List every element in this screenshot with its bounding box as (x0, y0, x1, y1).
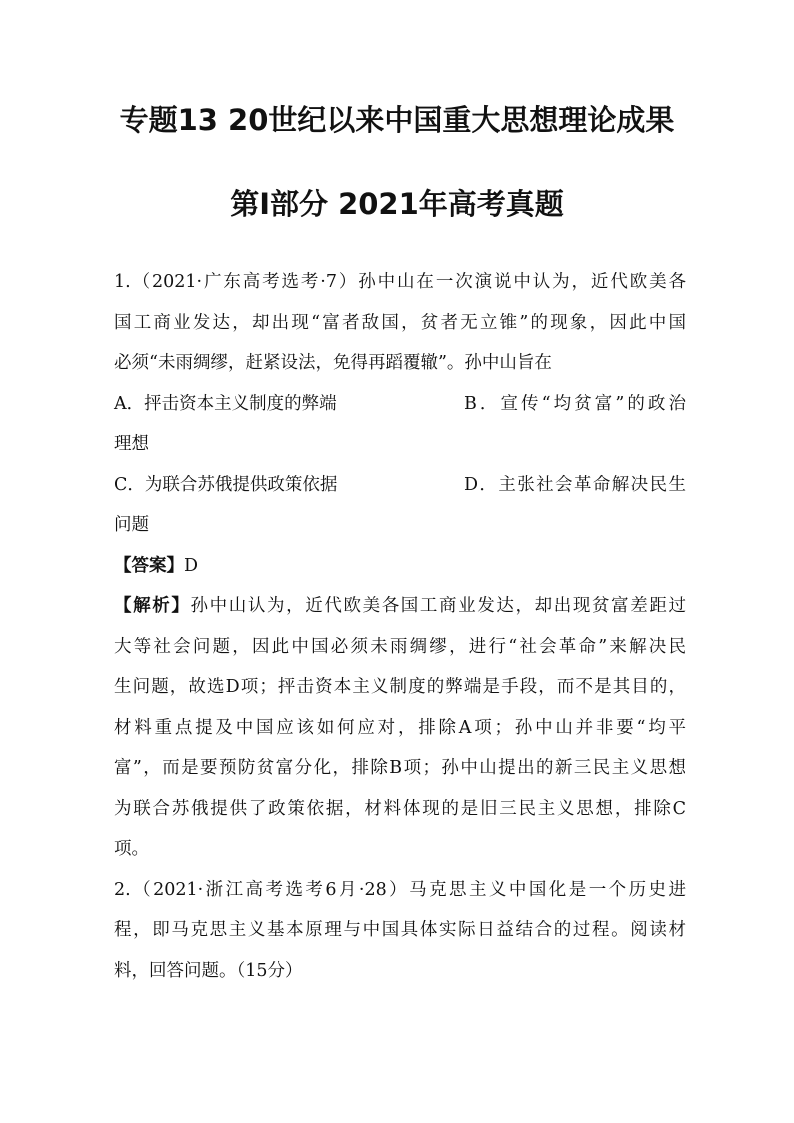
analysis-line: 大等社会问题，因此中国必须未雨绸缪，进行“社会革命”来解决民 (114, 636, 686, 657)
analysis-line: 项。 (114, 839, 149, 859)
analysis-line: 富”，而是要预防贫富分化，排除B项；孙中山提出的新三民主义思想 (114, 758, 686, 778)
option-c: C．为联合苏俄提供政策依据 (114, 474, 338, 495)
question-1-line: 1.（2021·广东高考选考·7）孙中山在一次演说中认为，近代欧美各 (114, 272, 686, 292)
section-title: 第Ⅰ部分 2021年高考真题 (230, 187, 564, 221)
analysis-line: 材料重点提及中国应该如何应对，排除A项；孙中山并非要“均平 (114, 717, 686, 738)
analysis-line (114, 586, 686, 627)
question-1-line: 必须“未雨绸缪，赶紧设法，免得再蹈覆辙”。孙中山旨在 (114, 353, 552, 373)
question-1-line: 国工商业发达，却出现“富者敌国，贫者无立锥”的现象，因此中国 (114, 312, 686, 333)
option-b: B．宣传“均贫富”的政治 (464, 393, 686, 414)
analysis-tag: 【解析】 (114, 596, 191, 616)
option-a: A．抨击资本主义制度的弊端 (114, 393, 337, 414)
answer-value: D (184, 555, 199, 576)
options-row-ab (114, 384, 686, 425)
option-b-continuation: 理想 (114, 434, 149, 454)
question-2-line: 2.（2021·浙江高考选考6月·28）马克思主义中国化是一个历史进 (114, 879, 686, 900)
question-2-line: 程，即马克思主义基本原理与中国具体实际日益结合的过程。阅读材 (114, 920, 686, 940)
analysis-text: 孙中山认为，近代欧美各国工商业发达，却出现贫富差距过 (190, 596, 686, 616)
document-body (114, 262, 686, 991)
answer-tag: 【答案】 (114, 555, 184, 576)
options-row-cd (114, 465, 686, 506)
option-d-continuation: 问题 (114, 515, 149, 535)
analysis-line: 生问题，故选D项；抨击资本主义制度的弊端是手段，而不是其目的， (114, 677, 686, 697)
answer-line (114, 546, 686, 587)
option-d: D．主张社会革命解决民生 (464, 474, 686, 495)
question-2-line: 料，回答问题。（15分） (114, 960, 303, 981)
document-title: 专题13 20世纪以来中国重大思想理论成果 (119, 103, 675, 137)
analysis-line: 为联合苏俄提供了政策依据，材料体现的是旧三民主义思想，排除C (114, 798, 686, 819)
